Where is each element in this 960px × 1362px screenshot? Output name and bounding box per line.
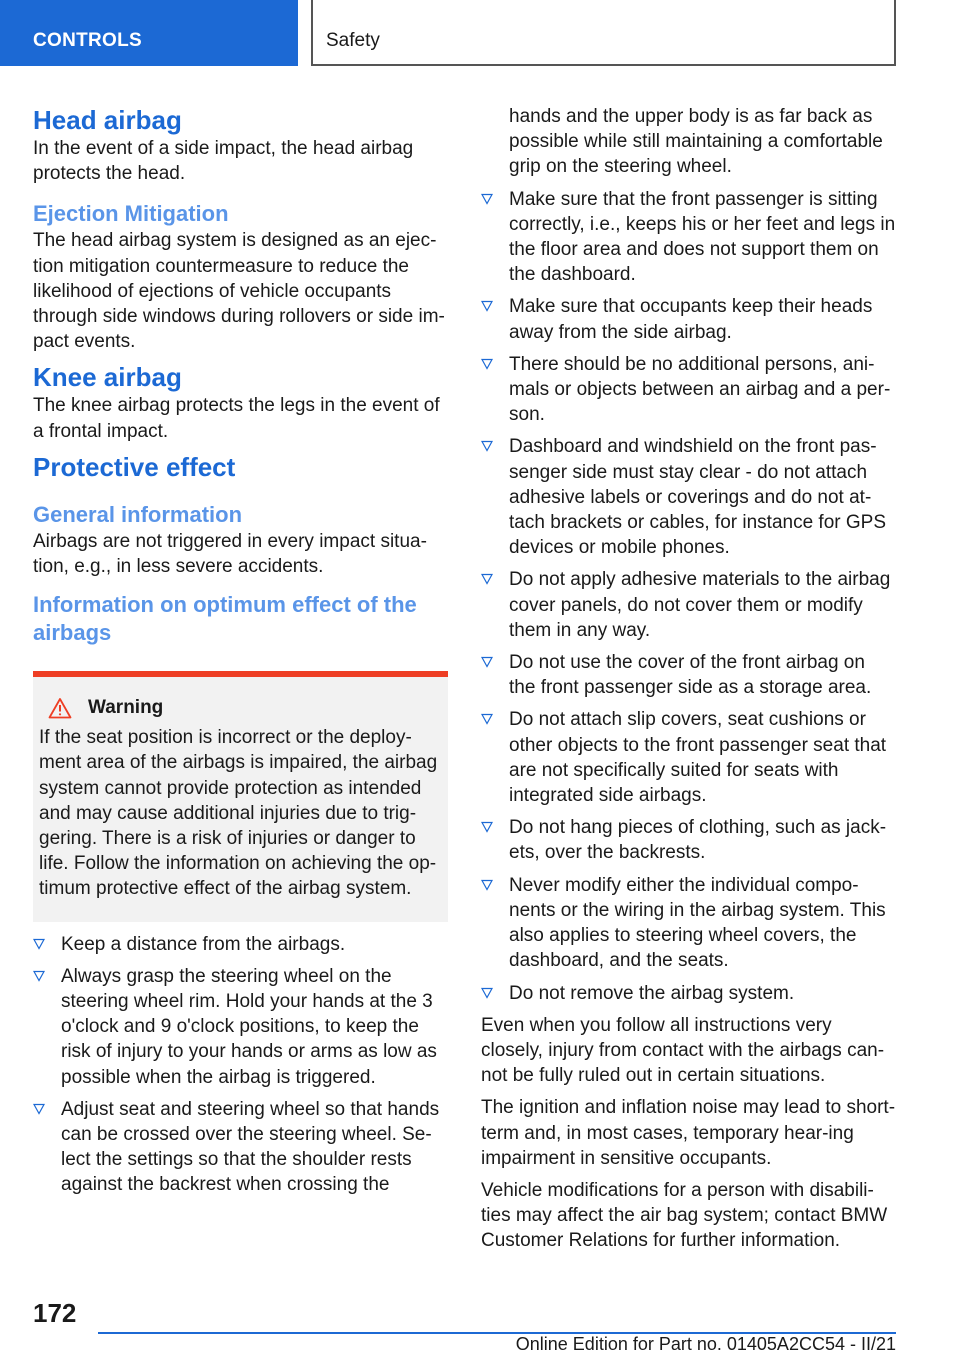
bullet-triangle-icon <box>481 987 493 999</box>
warning-header <box>39 697 440 719</box>
list-item: Always grasp the steering wheel on the steering wheel rim. Hold your hands at the 3 o'clock and 9 o'clock positions, to keep the risk of injury to your hands or arms as low as possible when the airbag is triggered. <box>33 964 448 1090</box>
heading-optimum-effect: Information on optimum effect of the airbags <box>33 592 417 646</box>
bullet-triangle-icon <box>481 713 493 725</box>
general-info-text: Airbags are not triggered in every impact situa-tion, e.g., in less severe accidents. <box>33 530 427 578</box>
right-column <box>481 104 896 1261</box>
right-bullet-list <box>481 187 896 1006</box>
chapter-tab: Safety <box>311 0 896 66</box>
bullet-triangle-icon <box>33 938 45 950</box>
edition-note: Online Edition for Part no. 01405A2CC54 - II/21 <box>515 1334 896 1354</box>
heading-protective-effect: Protective effect <box>33 451 236 482</box>
head-airbag-text: In the event of a side impact, the head airbag protects the head. <box>33 138 414 185</box>
ejection-text: The head airbag system is designed as an ejec-tion mitigation countermeasure to reduce the likelihood of ejections of vehicle occupants through side windows during rollovers or side im-pact events. <box>33 230 445 353</box>
bullet-continuation: hands and the upper body is as far back as possible while still maintaining a comfortable grip on the steering wheel. <box>509 106 883 178</box>
page-header <box>0 0 960 66</box>
list-item: Make sure that occupants keep their heads away from the side airbag. <box>481 294 896 344</box>
bullet-triangle-icon <box>33 1103 45 1115</box>
warning-triangle-icon <box>48 697 72 719</box>
bullet-triangle-icon <box>481 300 493 312</box>
page-number: 172 <box>33 1298 77 1328</box>
warning-label: Warning <box>88 697 164 719</box>
warning-box <box>33 671 448 921</box>
list-item: Do not hang pieces of clothing, such as jack-ets, over the backrests. <box>481 815 896 865</box>
bullet-triangle-icon <box>481 193 493 205</box>
list-item: Make sure that the front passenger is sitting correctly, i.e., keeps his or her feet and legs in the floor area and does not support them on the dashboard. <box>481 187 896 288</box>
left-column <box>33 100 448 1205</box>
paragraph-modifications: Vehicle modifications for a person with disabili-ties may affect the air bag system; contact BMW Customer Relations for further information. <box>481 1179 888 1252</box>
bullet-triangle-icon <box>481 821 493 833</box>
heading-knee-airbag: Knee airbag <box>33 362 182 393</box>
list-item: Dashboard and windshield on the front pas-senger side must stay clear - do not attach adhesive labels or coverings and do not at-tach brackets or cables, for instance for GPS devices or mobile phones. <box>481 434 896 560</box>
section-tab: CONTROLS <box>0 0 298 66</box>
warning-text: If the seat position is incorrect or the deploy-ment area of the airbags is impaired, the airbag system cannot provide protection as intended and may cause additional injuries due to trig-gering. There is a risk of injuries or danger to life. Follow the information on achieving the op-timum protective effect of the airbag system. <box>39 727 438 900</box>
list-item: Do not remove the airbag system. <box>481 981 896 1006</box>
heading-head-airbag: Head airbag <box>33 105 182 135</box>
list-item: Do not apply adhesive materials to the airbag cover panels, do not cover them or modify them in any way. <box>481 567 896 643</box>
bullet-triangle-icon <box>481 656 493 668</box>
knee-airbag-text: The knee airbag protects the legs in the event of a frontal impact. <box>33 395 440 442</box>
list-item: Do not attach slip covers, seat cushions or other objects to the front passenger seat that are not specifically suited for seats with integrated side airbags. <box>481 707 896 808</box>
bullet-triangle-icon <box>33 970 45 982</box>
list-item: There should be no additional persons, ani-mals or objects between an airbag and a per-son. <box>481 352 896 428</box>
left-bullet-list <box>33 932 448 1198</box>
list-item: Adjust seat and steering wheel so that hands can be crossed over the steering wheel. Se-lect the settings so that the shoulder rests against the backrest when crossing the <box>33 1097 448 1198</box>
heading-ejection-mitigation: Ejection Mitigation <box>33 201 229 227</box>
bullet-triangle-icon <box>481 358 493 370</box>
list-item: Never modify either the individual compo-nents or the wiring in the airbag system. This also applies to steering wheel covers, the dashboard, and the seats. <box>481 873 896 974</box>
heading-general-information: General information <box>33 501 243 527</box>
paragraph-noise: The ignition and inflation noise may lead to short-term and, in most cases, temporary hear-ing impairment in sensitive occupants. <box>481 1097 896 1169</box>
bullet-triangle-icon <box>481 573 493 585</box>
list-item: Keep a distance from the airbags. <box>33 932 448 957</box>
bullet-triangle-icon <box>481 879 493 891</box>
bullet-triangle-icon <box>481 440 493 452</box>
paragraph-injury: Even when you follow all instructions very closely, injury from contact with the airbags can-not be fully ruled out in certain situations. <box>481 1014 885 1087</box>
list-item: Do not use the cover of the front airbag on the front passenger side as a storage area. <box>481 650 896 700</box>
